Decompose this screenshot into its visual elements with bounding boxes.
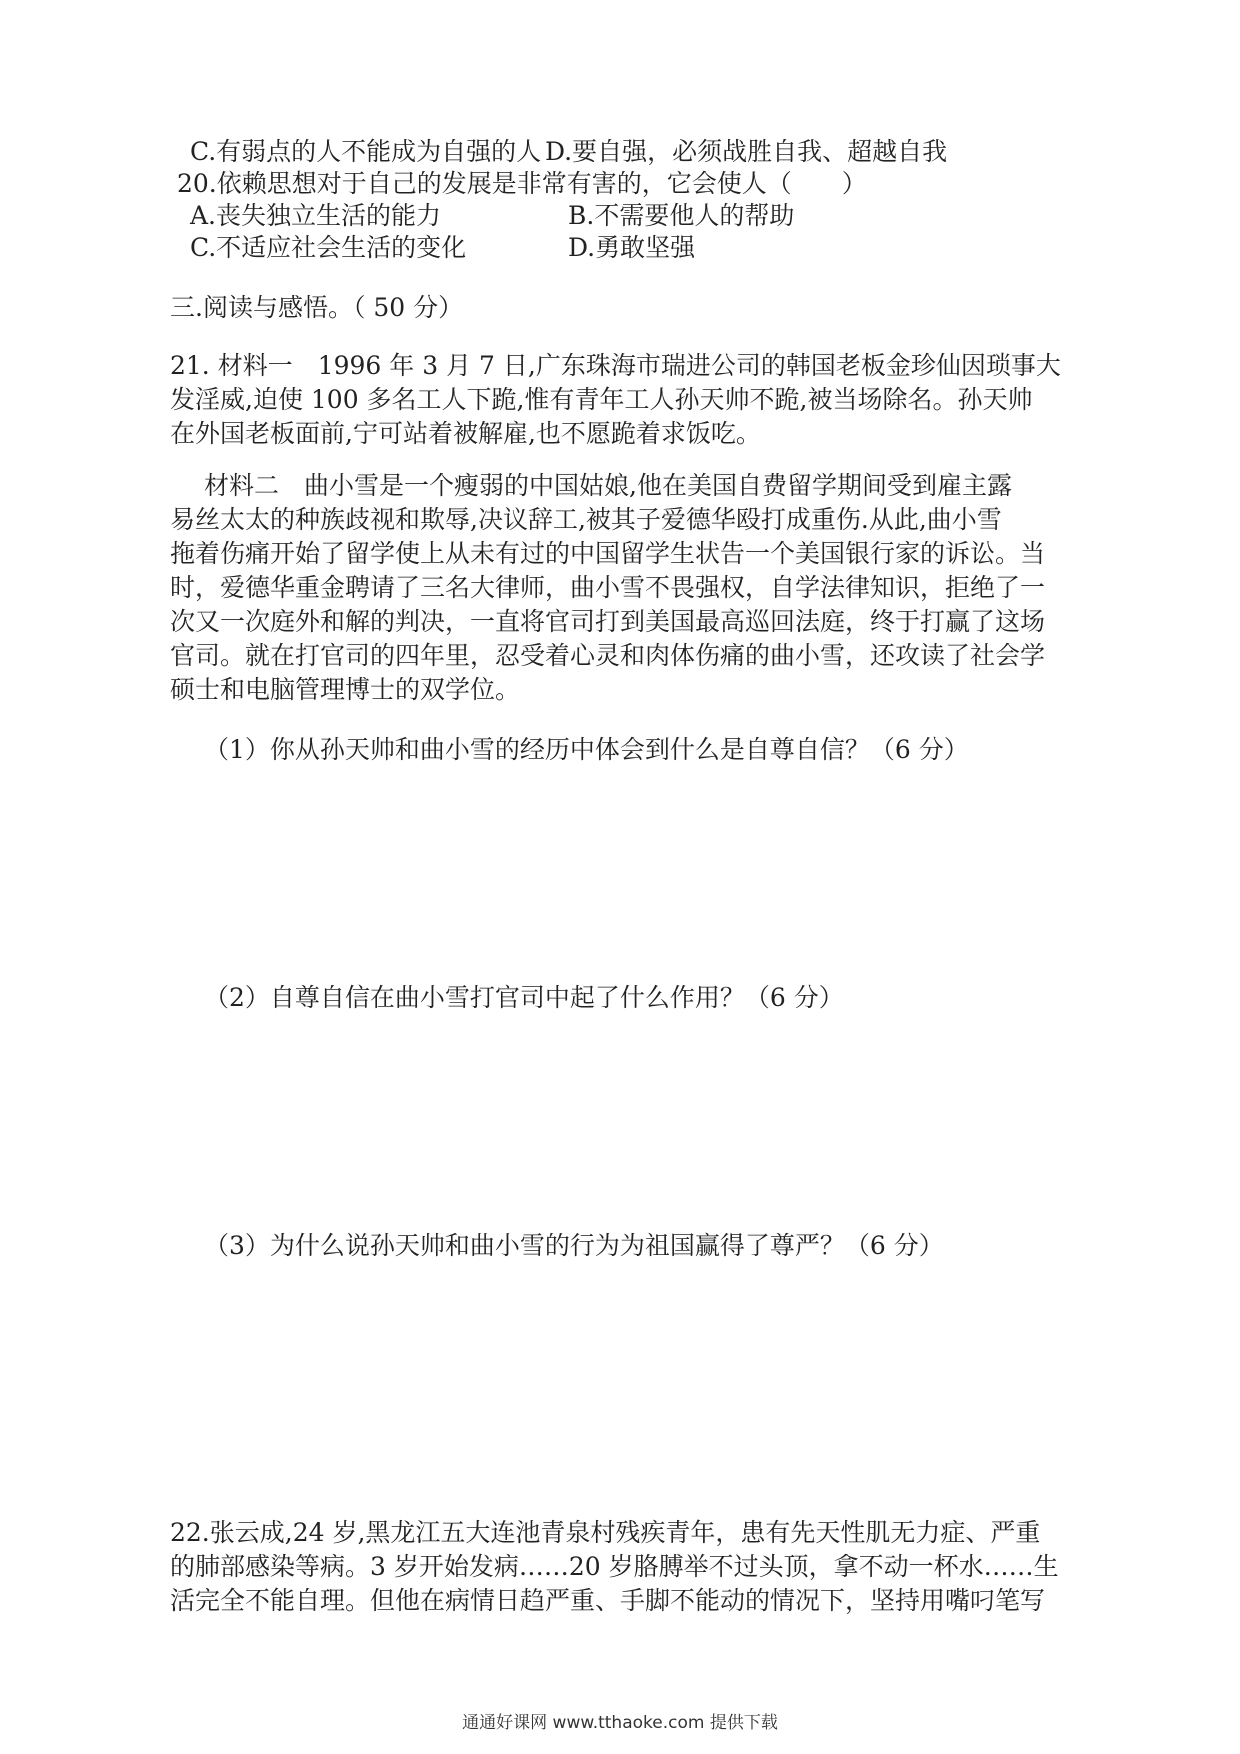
page-footer: 通通好课网 www.tthaoke.com 提供下载: [462, 1713, 778, 1733]
q21-sub-question-2: （2）自尊自信在曲小雪打官司中起了什么作用？（6 分）: [204, 983, 844, 1012]
q21-material2-line: 拖着伤痛开始了留学使上从未有过的中国留学生状告一个美国银行家的诉讼。当: [170, 539, 1046, 568]
q21-sub-question-3: （3）为什么说孙天帅和曲小雪的行为为祖国赢得了尊严？（6 分）: [204, 1231, 944, 1260]
q20-option-c: C.不适应社会生活的变化: [190, 233, 467, 262]
q20-stem: 20.依赖思想对于自己的发展是非常有害的，它会使人（ ）: [177, 169, 867, 198]
q22-line: 22.张云成,24 岁,黑龙江五大连池青泉村残疾青年，患有先天性肌无力症、严重: [170, 1518, 1041, 1547]
q22-line: 活完全不能自理。但他在病情日趋严重、手脚不能动的情况下，坚持用嘴叼笔写: [170, 1586, 1046, 1615]
q21-material2-line: 材料二 曲小雪是一个瘦弱的中国姑娘,他在美国自费留学期间受到雇主露: [204, 471, 1012, 500]
q21-material2-line: 硕士和电脑管理博士的双学位。: [170, 675, 521, 704]
q20-option-d: D.勇敢坚强: [568, 233, 696, 262]
q21-material2-line: 官司。就在打官司的四年里，忍受着心灵和肉体伤痛的曲小雪，还攻读了社会学: [170, 641, 1046, 670]
q21-material1-line: 21. 材料一 1996 年 3 月 7 日,广东珠海市瑞进公司的韩国老板金珍仙因琐事大: [170, 351, 1061, 380]
q21-material2-line: 次又一次庭外和解的判决，一直将官司打到美国最高巡回法庭，终于打赢了这场: [170, 607, 1046, 636]
q22-line: 的肺部感染等病。3 岁开始发病……20 岁胳膊举不过头顶，拿不动一杯水……生: [170, 1552, 1059, 1581]
q21-sub-question-1: （1）你从孙天帅和曲小雪的经历中体会到什么是自尊自信？（6 分）: [204, 735, 969, 764]
q21-material2-line: 易丝太太的种族歧视和欺辱,决议辞工,被其子爱德华殴打成重伤.从此,曲小雪: [170, 505, 1002, 534]
q20-option-b: B.不需要他人的帮助: [568, 201, 795, 230]
q20-option-a: A.丧失独立生活的能力: [190, 201, 442, 230]
q21-material1-line: 发淫威,迫使 100 多名工人下跪,惟有青年工人孙天帅不跪,被当场除名。孙天帅: [170, 385, 1033, 414]
q19-option-d: D.要自强，必须战胜自我、超越自我: [545, 137, 948, 166]
section3-title: 三.阅读与感悟。（ 50 分）: [170, 293, 464, 322]
q21-material1-line: 在外国老板面前,宁可站着被解雇,也不愿跪着求饭吃。: [170, 419, 761, 448]
q19-option-c: C.有弱点的人不能成为自强的人: [190, 137, 542, 166]
q21-material2-line: 时，爱德华重金聘请了三名大律师，曲小雪不畏强权，自学法律知识，拒绝了一: [170, 573, 1046, 602]
